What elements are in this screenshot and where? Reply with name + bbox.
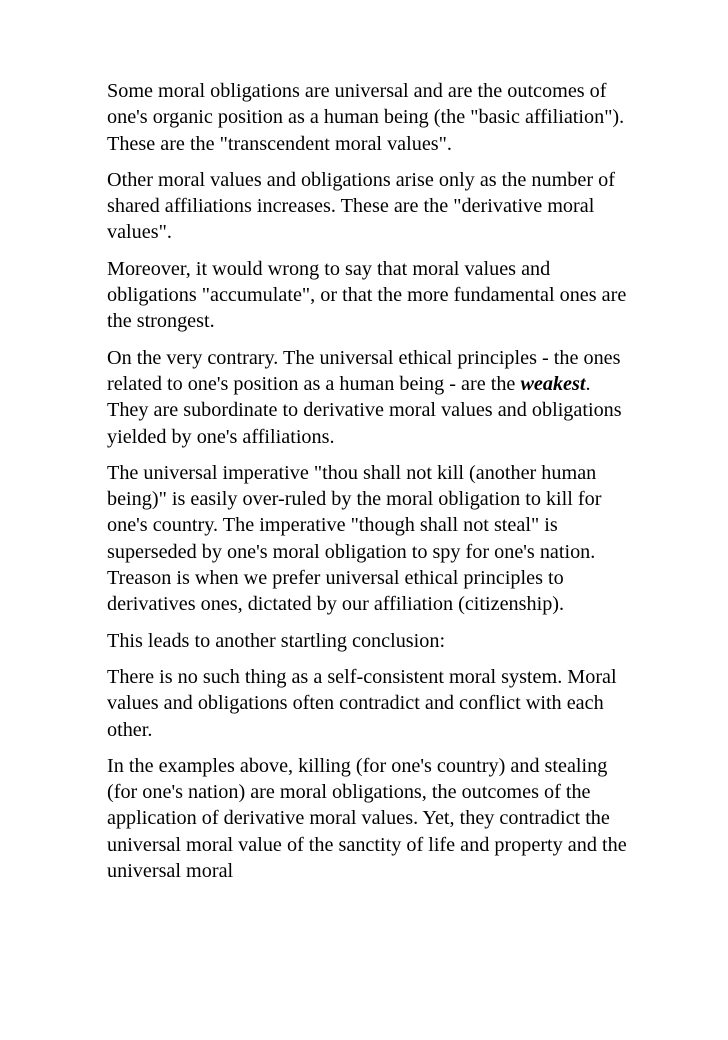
emphasis-weakest: weakest (520, 372, 586, 395)
paragraph-no-consistent-system: There is no such thing as a self-consistent moral system. Moral values and obligations often contradict and conflict with each other. (107, 665, 617, 741)
paragraph-imperatives: The universal imperative "thou shall not kill (another human being)" is easily over-ruled by the moral obligation to kill for one's country. The imperative "though shall not steal" is superseded by one's moral obligation to spy for one's nation. Treason is when we prefer universal ethical principles to derivatives ones, dictated by our affiliation (citizenship). (107, 461, 602, 616)
paragraph-weakest-principles (107, 345, 632, 450)
paragraph-weakest-before: On the very contrary. The universal ethical principles - the ones related to one's position as a human being - are the (107, 346, 621, 395)
paragraph-conclusion-intro: This leads to another startling conclusion: (107, 629, 446, 652)
paragraph-universal-obligations: Some moral obligations are universal and are the outcomes of one's organic position as a human being (the "basic affiliation"). These are the "transcendent moral values". (107, 80, 625, 155)
paragraph-derivative-values: Other moral values and obligations arise only as the number of shared affiliations increases. These are the "derivative moral values". (107, 168, 615, 244)
paragraph-examples: In the examples above, killing (for one's country) and stealing (for one's nation) are moral obligations, the outcomes of the application of derivative moral values. Yet, they contradict the universal moral value of the sanctity of life and property and the universal moral (107, 754, 627, 883)
paragraph-accumulation: Moreover, it would wrong to say that moral values and obligations "accumulate", or that the more fundamental ones are the strongest. (107, 257, 627, 333)
document-body (107, 78, 632, 894)
paragraph-weakest-after: . They are subordinate to derivative moral values and obligations yielded by one's affiliations. (107, 372, 622, 448)
